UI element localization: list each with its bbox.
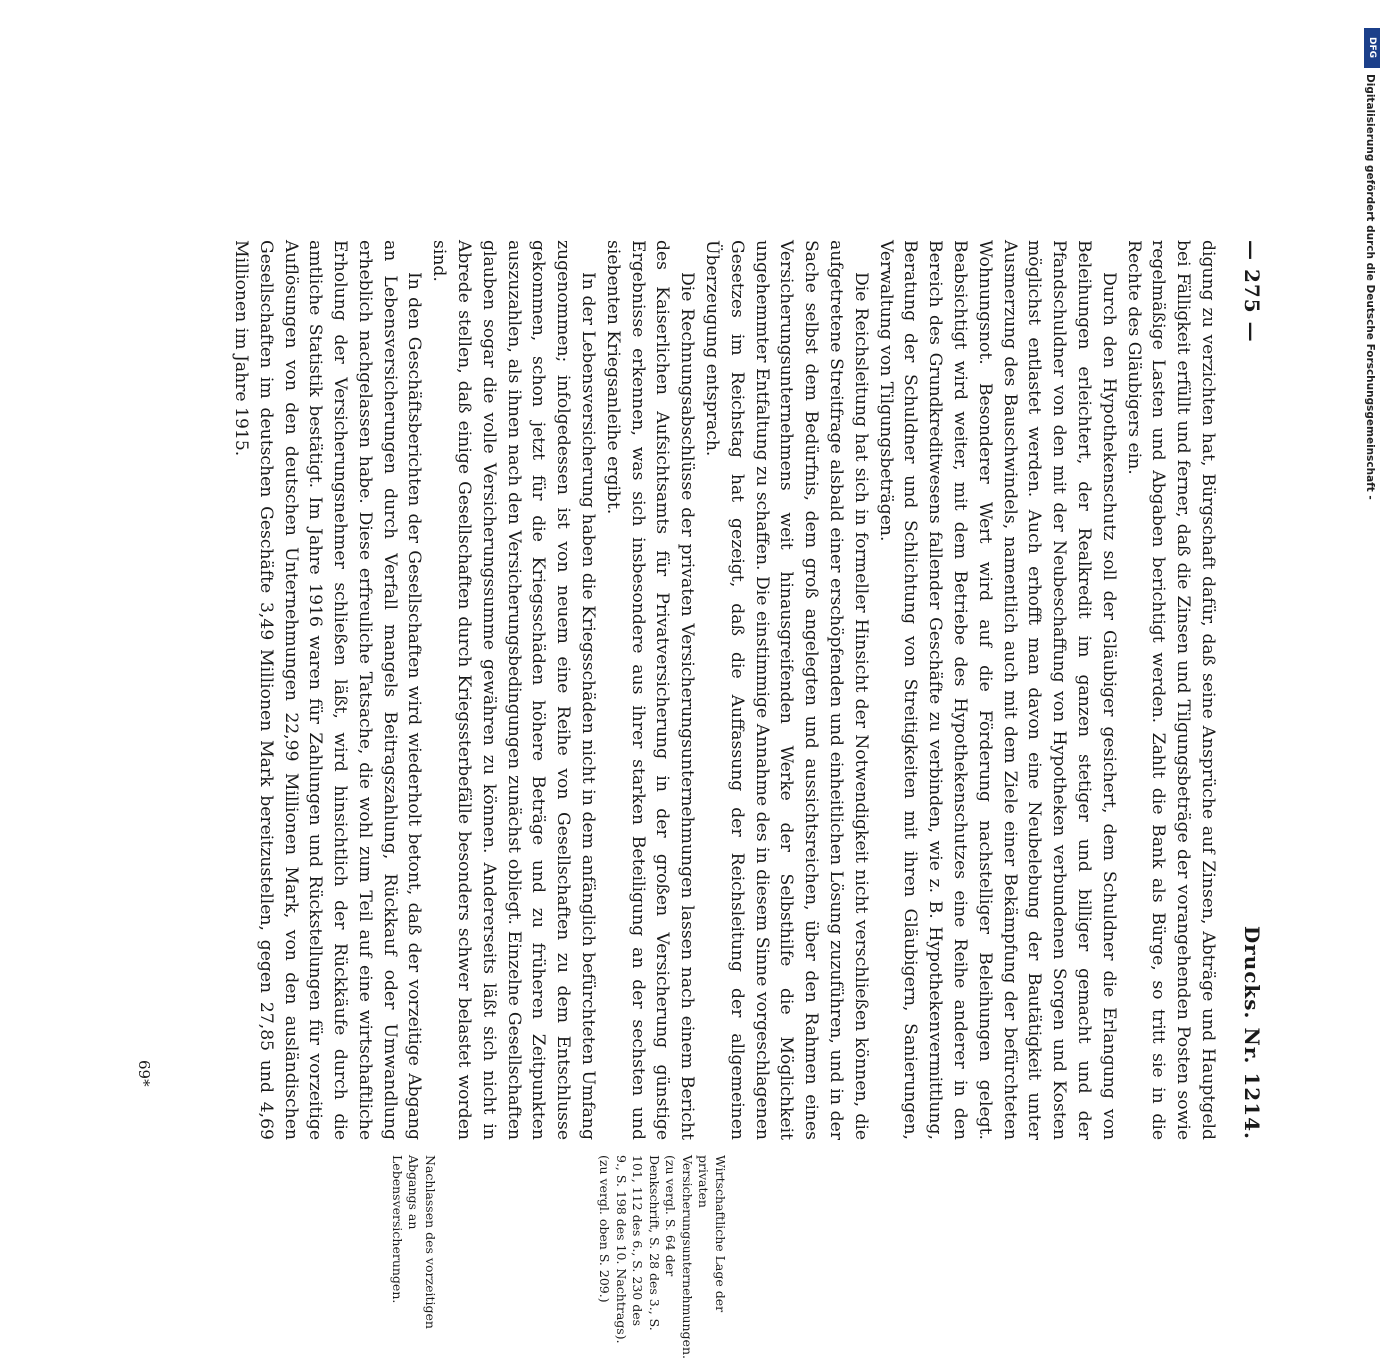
page-header bbox=[1228, 240, 1268, 1140]
margin-note-title: Wirtschaftliche Lage der privaten Versicherungsunternehmungen. bbox=[680, 1155, 728, 1359]
paragraph-2: Durch den Hypothekenschutz soll der Gläubiger gesichert, dem Schuldner die Erlangung von Beleihungen erleichtert, der Realkredit im ganzen stetiger und billiger gemacht und der Pfandschuldner von den mit der Neubeschaffung von Hypotheken verbundenen Sorgen und Kosten möglichst entlastet werden. Auch erhofft man davon eine Neubelebung der Bautätigkeit unter Ausmerzung des Bauschwindels, namentlich auch mit dem Ziele einer Bekämpfung der befürchteten Wohnungsnot. Besonderer Wert wird auf die Förderung nachstelliger Beleihungen gelegt. Beabsichtigt wird weiter, mit dem Betriebe des Hypothekenschutzes eine Reihe anderer in den Bereich des Grundkreditwesens fallender Geschäfte zu verbinden, wie z. B. Hypothekenvermittlung, Beratung der Schuldner und Schlichtung von Streitigkeiten mit ihren Gläubigern, Sanierungen, Verwaltung von Tilgungsbeträgen. bbox=[875, 240, 1119, 1140]
body-text bbox=[228, 240, 1220, 1140]
paragraph-5: In der Lebensversicherung haben die Kriegsschäden nicht in dem anfänglich befürchteten Umfang zugenommen; infolgedessen ist von neuem eine Reihe von Gesellschaften zu dem Entschlusse gekommen, schon jetzt für die Kriegsschäden höhere Beträge und zu früheren Zeitpunkten auszuzahlen, als ihnen nach den Versicherungsbedingungen zunächst obliegt. Einzelne Gesellschaften glauben sogar die volle Versicherungssumme gewähren zu können. Andererseits läßt sich nicht in Abrede stellen, daß einige Gesellschaften durch Kriegssterbefälle besonders schwer belastet worden sind. bbox=[429, 240, 599, 1140]
paragraph-4: Die Rechnungsabschlüsse der privaten Versicherungsunternehmungen lassen nach einem Bericht des Kaiserlichen Aufsichtsamts für Privatversicherung in der großen Versicherung günstige Ergebnisse erkennen, was sich insbesondere aus ihrer starken Beteiligung an der sechsten und siebenten Kriegsanleihe ergibt. bbox=[602, 240, 698, 1140]
document-page bbox=[108, 240, 1268, 1359]
credit-text: Digitalisierung gefördert durch die Deutsche Forschungsgemeinschaft - bbox=[1364, 74, 1376, 500]
dfg-logo: DFG bbox=[1364, 28, 1380, 68]
signature-mark: 69* bbox=[135, 1060, 153, 1087]
page-number: — 275 — bbox=[1240, 240, 1264, 343]
margin-note-early-surrender: Nachlassen des vorzeitigen Abgangs an Lebensversicherungen. bbox=[390, 1155, 438, 1329]
paragraph-1: digung zu verzichten hat, Bürgschaft dafür, daß seine Ansprüche auf Zinsen, Abträge und Hauptgeld bei Fälligkeit erfüllt und ferner, daß die Zinsen und Tilgungsbeträge der vorangehenden Posten sowie regelmäßige Lasten und Abgaben berichtigt werden. Zahlt die Bank als Bürge, so tritt sie in die Rechte des Gläubigers ein. bbox=[1123, 240, 1218, 1140]
margin-note-references: (zu vergl. S. 64 der Denkschrift, S. 28 des 3., S. 101, 112 des 6., S. 230 des 9., S. 198 des 10. Nachtrags). (zu vergl. oben S. 209.) bbox=[597, 1155, 679, 1344]
paragraph-3: Die Reichsleitung hat sich in formeller Hinsicht der Notwendigkeit nicht verschließen können, die aufgetretene Streitfrage alsbald einer erschöpfenden und einheitlichen Lösung zuzuführen, und in der Sache selbst dem Bedürfnis, dem groß angelegten und aussichtsreichen, über den Rahmen eines Versicherungsunternehmens weit hinausgreifenden Werke der Selbsthilfe die Möglichkeit ungehemmter Entfaltung zu schaffen. Die einstimmige Annahme des in diesem Sinne vorgeschlagenen Gesetzes im Reichstag hat gezeigt, daß die Auffassung der Reichsleitung der allgemeinen Überzeugung entsprach. bbox=[702, 240, 871, 1140]
digitization-credit bbox=[1362, 20, 1382, 980]
print-series-number: Drucks. Nr. 1214. bbox=[1240, 925, 1264, 1140]
paragraph-6: In den Geschäftsberichten der Gesellschaften wird wiederholt betont, daß der vorzeitige Abgang an Lebensversicherungen durch Verfall mangels Beitragszahlung, Rückkauf oder Umwandlung erheblich nachgelassen habe. Diese erfreuliche Tatsache, die wohl zum Teil auf eine wirtschaftliche Erholung der Versicherungsnehmer schließen läßt, wird hinsichtlich der Rückkäufe durch die amtliche Statistik bestätigt. Im Jahre 1916 waren für Zahlungen und Rückstellungen für vorzeitige Auflösungen von den deutschen Unternehmungen 22,99 Millionen Mark, von den ausländischen Gesellschaften im deutschen Geschäfte 3,49 Millionen Mark bereitzustellen, gegen 27,85 und 4,69 Millionen im Jahre 1915. bbox=[230, 240, 425, 1140]
margin-note-economic-situation bbox=[596, 1155, 728, 1359]
